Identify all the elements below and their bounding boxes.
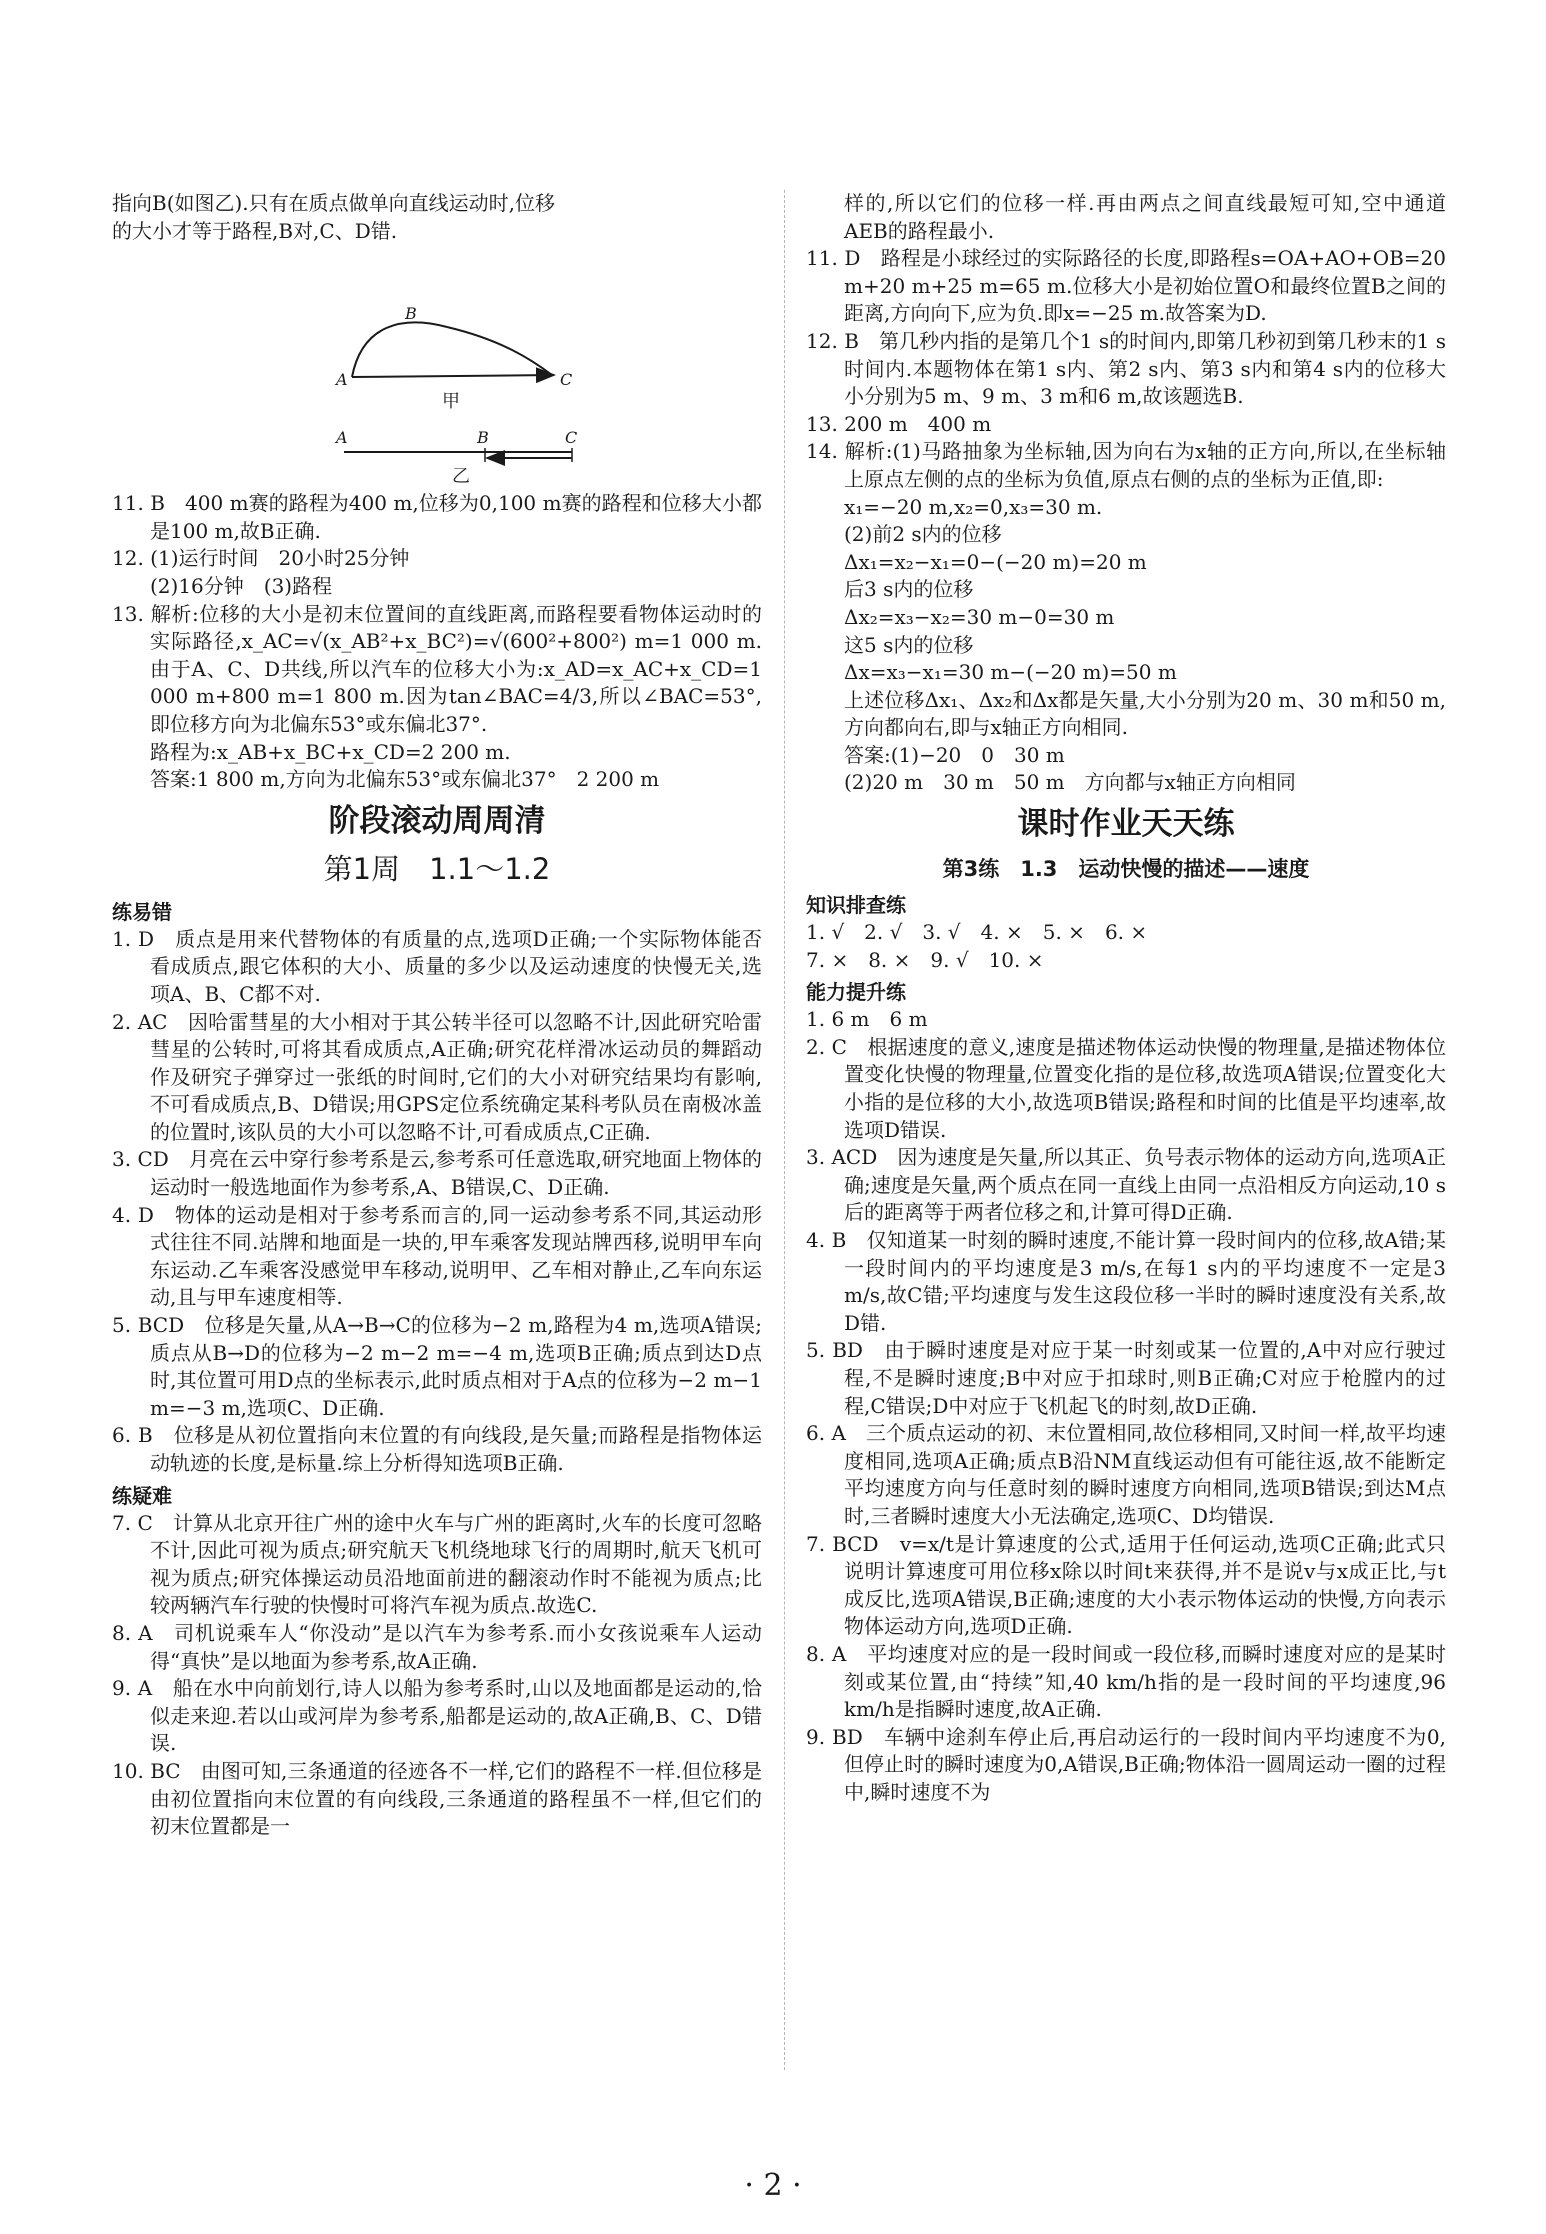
left-answers-part1 [112, 490, 762, 794]
path-diagram-svg [112, 245, 762, 490]
lesson-title: 第3练 1.3 运动快慢的描述——速度 [942, 857, 1310, 882]
answer-paragraph: 13. 200 m 400 m [806, 411, 992, 436]
answer-paragraph: 12. B 第几秒内指的是第几个1 s的时间内,即第几秒初到第几秒末的1 s时间内.本题物体在第1 s内、第2 s内、第3 s内和第4 s内的位移大小分别为5 m、9 m、3 m和6 m,故该题选B. [806, 328, 1446, 409]
answer-paragraph: 3. CD 月亮在云中穿行参考系是云,参考系可任意选取,研究地面上物体的运动时一般选地面作为参考系,A、B错误,C、D正确. [112, 1147, 762, 1200]
answer-paragraph: 答案:(1)−20 0 30 m [844, 742, 1065, 767]
right-answers-part2 [806, 1006, 1446, 1806]
displacement-arrow-a-to-c [352, 375, 554, 377]
yi-label-a: A [336, 428, 348, 448]
left-answers-part2 [112, 926, 762, 1478]
head-lianyicuo: 练易错 [112, 899, 172, 924]
answer-paragraph: 后3 s内的位移 [844, 577, 974, 602]
check-answers-line1: 1. √ 2. √ 3. √ 4. × 5. × 6. × [806, 920, 1148, 945]
jia-label-a: A [336, 370, 348, 390]
answer-paragraph: 上述位移Δx₁、Δx₂和Δx都是矢量,大小分别为20 m、30 m和50 m,方向都向右,即与x轴正方向相同. [844, 687, 1446, 740]
section-title-daily: 课时作业天天练 [1017, 806, 1235, 843]
answer-paragraph: 7. C 计算从北京开往广州的途中火车与广州的距离时,火车的长度可忽略不计,因此可视为质点;研究航天飞机绕地球飞行的周期时,航天飞机可视为质点;研究体操运动员沿地面前进的翻滚动作时不能视为质点;比较两辆汽车行驶的快慢时可将汽车视为质点.故选C. [112, 1510, 762, 1618]
answer-paragraph: 7. BCD v=x/t是计算速度的公式,适用于任何运动,选项C正确;此式只说明计算速度可用位移x除以时间t来获得,并不是说v与x成正比,与t成反比,选项A错误,B正确;速度的大小表示物体运动的快慢,方向表示物体运动方向,选项D正确. [806, 1531, 1446, 1639]
answer-paragraph: (2)16分钟 (3)路程 [150, 573, 333, 598]
yi-caption: 乙 [452, 466, 470, 488]
answer-paragraph: 8. A 平均速度对应的是一段时间或一段位移,而瞬时速度对应的是某时刻或某位置,由“持续”知,40 km/h指的是一段时间的平均速度,96 km/h是指瞬时速度,故A正确. [806, 1641, 1446, 1722]
answer-paragraph: 6. B 位移是从初位置指向末位置的有向线段,是矢量;而路程是指物体运动轨迹的长度,是标量.综上分析得知选项B正确. [112, 1423, 762, 1475]
path-diagram [112, 245, 762, 490]
answer-paragraph: 路程为:x_AB+x_BC+x_CD=2 200 m. [150, 739, 511, 764]
jia-label-c: C [560, 370, 573, 390]
answer-paragraph: 4. D 物体的运动是相对于参考系而言的,同一运动参考系不同,其运动形式往往不同.站牌和地面是一块的,甲车乘客发现站牌西移,说明甲车向东运动.乙车乘客没感觉甲车移动,说明甲、乙车相对静止,乙车向东运动,且与甲车速度相等. [112, 1202, 762, 1310]
jia-caption: 甲 [442, 391, 460, 413]
answer-paragraph: 1. 6 m 6 m [806, 1007, 928, 1032]
head-nengli: 能力提升练 [806, 980, 906, 1005]
intro-line: 的大小才等于路程,B对,C、D错. [112, 218, 398, 243]
answer-paragraph: 14. 解析:(1)马路抽象为坐标轴,因为向右为x轴的正方向,所以,在坐标轴上原点左侧的点的坐标为负值,原点右侧的点的坐标为正值,即: [806, 439, 1446, 491]
section-title-weekly: 阶段滚动周周清 [328, 802, 546, 839]
right-answers-part1 [806, 190, 1446, 797]
head-lianyinan: 练疑难 [112, 1483, 172, 1508]
right-column [806, 190, 1446, 1806]
answer-paragraph: x₁=−20 m,x₂=0,x₃=30 m. [844, 494, 1103, 519]
answer-paragraph: 11. B 400 m赛的路程为400 m,位移为0,100 m赛的路程和位移大小都是100 m,故B正确. [112, 491, 762, 543]
answer-paragraph: 2. C 根据速度的意义,速度是描述物体运动快慢的物理量,是描述物体位置变化快慢的物理量,位置变化指的是位移,故选项A错误;位置变化大小指的是位移的大小,故选项B错误;路程和时间的比值是平均速率,故选项D错误. [806, 1034, 1446, 1142]
check-answers-line2: 7. × 8. × 9. √ 10. × [806, 947, 1044, 972]
column-divider [784, 190, 785, 2070]
page-number: · 2 · [744, 2168, 802, 2203]
answer-paragraph: 9. A 船在水中向前划行,诗人以船为参考系时,山以及地面都是运动的,恰似走来迎.若以山或河岸为参考系,船都是运动的,故A正确,B、C、D错误. [112, 1676, 762, 1756]
left-intro [112, 190, 762, 245]
answer-paragraph: 6. A 三个质点运动的初、末位置相同,故位移相同,又时间一样,故平均速度相同,选项A正确;质点B沿NM直线运动但有可能往返,故不能断定平均速度方向与任意时刻的瞬时速度方向相同,选项B错误;到达M点时,三者瞬时速度大小无法确定,选项C、D均错误. [806, 1421, 1446, 1528]
answer-paragraph: Δx=x₃−x₁=30 m−(−20 m)=50 m [844, 660, 1177, 685]
answer-paragraph: 11. D 路程是小球经过的实际路径的长度,即路程s=OA+AO+OB=20 m+20 m+25 m=65 m.位移大小是初始位置O和最终位置B之间的距离,方向向下,应为负.即x=−25 m.故答案为D. [806, 246, 1446, 326]
answer-paragraph: 答案:1 800 m,方向为北偏东53°或东偏北37° 2 200 m [150, 767, 660, 792]
week-title: 第1周 1.1～1.2 [323, 851, 551, 886]
head-zhishi: 知识排查练 [806, 893, 906, 918]
answer-paragraph: 4. B 仅知道某一时刻的瞬时速度,不能计算一段时间内的位移,故A错;某一段时间内的平均速度是3 m/s,在每1 s内的平均速度不一定是3 m/s,故C错;平均速度与发生这段位移一半时的瞬时速度没有关系,故D错. [806, 1228, 1446, 1335]
answer-paragraph: Δx₁=x₂−x₁=0−(−20 m)=20 m [844, 549, 1147, 574]
answer-paragraph: Δx₂=x₃−x₂=30 m−0=30 m [844, 604, 1115, 629]
answer-paragraph: 1. D 质点是用来代替物体的有质量的点,选项D正确;一个实际物体能否看成质点,跟它体积的大小、质量的多少以及运动速度的快慢无关,选项A、B、C都不对. [112, 926, 762, 1006]
curve-path-a-to-b [352, 323, 447, 378]
answer-paragraph: 8. A 司机说乘车人“你没动”是以汽车为参考系.而小女孩说乘车人运动得“真快”是以地面为参考系,故A正确. [112, 1620, 762, 1673]
answer-paragraph: (2)20 m 30 m 50 m 方向都与x轴正方向相同 [844, 770, 1296, 795]
answer-paragraph: 12. (1)运行时间 20小时25分钟 [112, 546, 410, 571]
yi-label-c: C [565, 428, 578, 448]
left-column [112, 190, 762, 1841]
curve-path-b-to-c [447, 327, 552, 375]
answer-paragraph: 5. BD 由于瞬时速度是对应于某一时刻或某一位置的,A中对应行驶过程,不是瞬时速度;B中对应于扣球时,则B正确;C对应于枪膛内的过程,C错误;D中对应于飞机起飞的时刻,故D正确. [806, 1338, 1446, 1418]
answer-paragraph: 10. BC 由图可知,三条通道的径迹各不一样,它们的路程不一样.但位移是由初位置指向末位置的有向线段,三条通道的路程虽不一样,但它们的初末位置都是一 [112, 1758, 762, 1839]
answer-paragraph: 9. BD 车辆中途刹车停止后,再启动运行的一段时间内平均速度不为0,但停止时的瞬时速度为0,A错误,B正确;物体沿一圆周运动一圈的过程中,瞬时速度不为 [806, 1724, 1446, 1804]
jia-label-b: B [405, 304, 417, 324]
intro-line: 指向B(如图乙).只有在质点做单向直线运动时,位移 [112, 191, 556, 215]
answer-paragraph: 5. BCD 位移是矢量,从A→B→C的位移为−2 m,路程为4 m,选项A错误;质点从B→D的位移为−2 m−2 m=−4 m,选项B正确;质点到达D点时,其位置可用D点的坐标表示,此时质点相对于A点的位移为−2 m−1 m=−3 m,选项C、D正确. [112, 1313, 762, 1420]
answer-paragraph: 2. AC 因哈雷彗星的大小相对于其公转半径可以忽略不计,因此研究哈雷彗星的公转时,可将其看成质点,A正确;研究花样滑冰运动员的舞蹈动作及研究子弹穿过一张纸的时间时,它们的大小对研究结果均有影响,不可看成质点,B、D错误;用GPS定位系统确定某科考队员在南极冰盖的位置时,该队员的大小可以忽略不计,可看成质点,C正确. [112, 1009, 762, 1144]
answer-paragraph: 13. 解析:位移的大小是初末位置间的直线距离,而路程要看物体运动时的实际路径,x_AC=√(x_AB²+x_BC²)=√(600²+800²) m=1 000 m.由于A、C、D共线,所以汽车的位移大小为:x_AD=x_AC+x_CD=1 000 m+800 m=1 800 m.因为tan∠BAC=4/3,所以∠BAC=53°,即位移方向为北偏东53°或东偏北37°. [112, 601, 762, 736]
answer-paragraph: 样的,所以它们的位移一样.再由两点之间直线最短可知,空中通道AEB的路程最小. [844, 191, 1446, 243]
answer-paragraph: 这5 s内的位移 [844, 632, 974, 657]
left-answers-part3 [112, 1510, 762, 1841]
answer-paragraph: 3. ACD 因为速度是矢量,所以其正、负号表示物体的运动方向,选项A正确;速度是矢量,两个质点在同一直线上由同一点沿相反方向运动,10 s后的距离等于两者位移之和,计算可得D正确. [806, 1145, 1446, 1225]
yi-label-b: B [477, 428, 489, 448]
answer-paragraph: (2)前2 s内的位移 [844, 522, 1002, 547]
